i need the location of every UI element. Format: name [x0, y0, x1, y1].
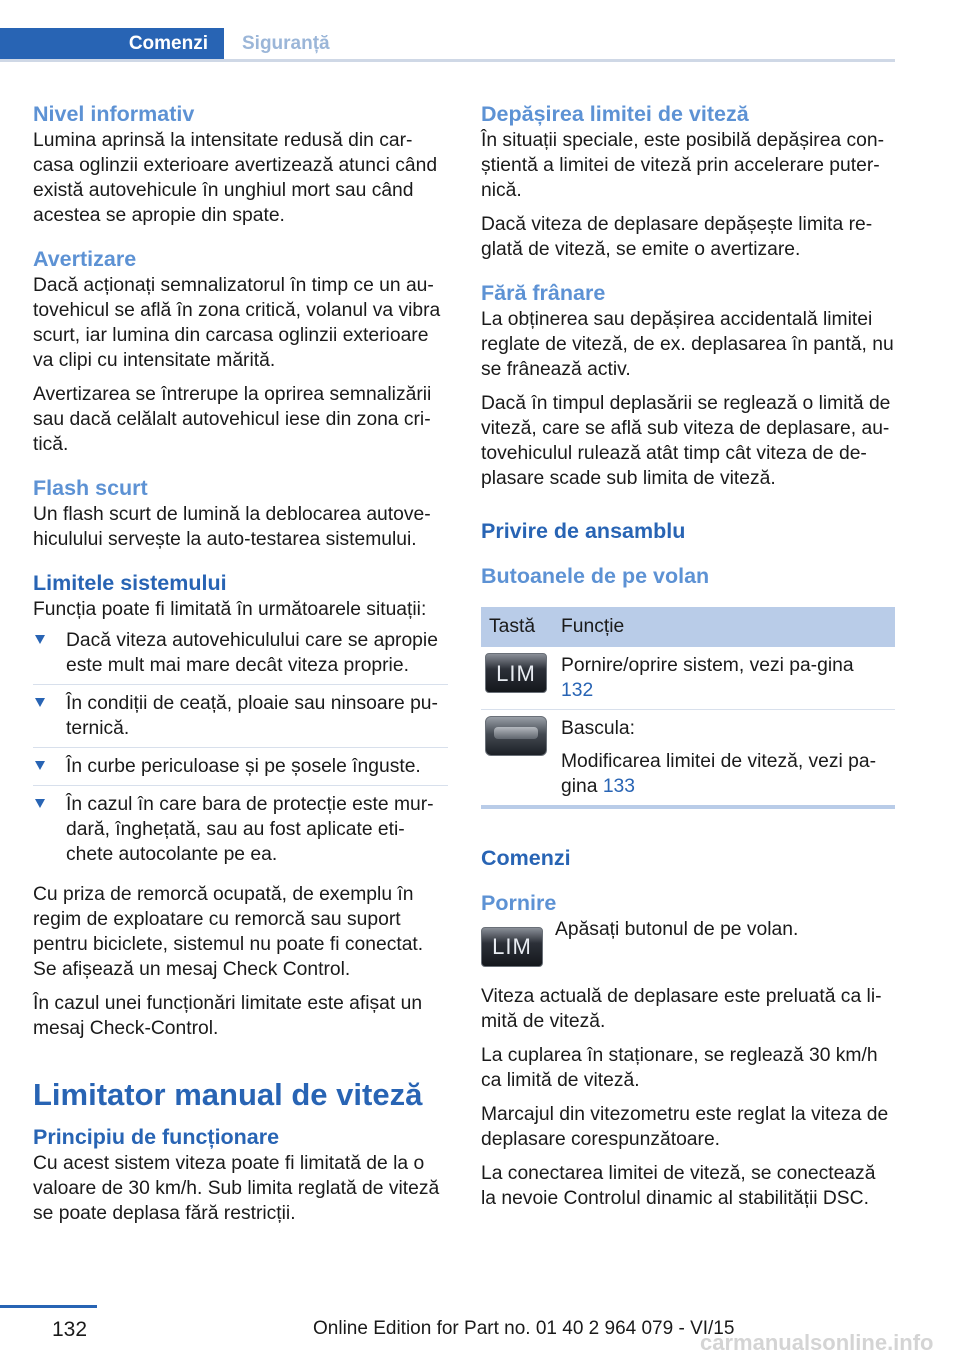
table-header-functie: Funcție — [553, 607, 895, 647]
page-link[interactable]: 132 — [561, 680, 594, 701]
section-title-butoane: Butoanele de pe volan — [481, 564, 710, 588]
pornire-block — [481, 917, 895, 967]
section-title-principiu: Principiu de funcționare — [33, 1125, 280, 1149]
section-title-limite: Limitele sistemului — [33, 571, 227, 595]
tab-comenzi[interactable]: Comenzi — [0, 28, 224, 62]
list-item: În condiții de ceață, ploaie sau ninsoare pu-ternică. — [33, 685, 448, 748]
paragraph-flash: Un flash scurt de lumină la deblocarea autove-hiculului servește la auto-testarea sistemului. — [33, 504, 431, 550]
triangle-bullet-icon — [35, 761, 45, 770]
page-number: 132 — [52, 1318, 88, 1341]
paragraph-viteza-3: Marcajul din vitezometru este reglat la viteza de deplasare corespunzătoare. — [481, 1104, 889, 1150]
list-item: În cazul în care bara de protecție este mur-dară, înghețată, sau au fost aplicate eti-chete autocolante pe ea. — [33, 786, 448, 873]
paragraph-frana-1: La obținerea sau depășirea accidentală limitei reglate de viteză, de ex. deplasarea în pantă, nu se frânează activ. — [481, 309, 894, 380]
section-title-nivel: Nivel informativ — [33, 102, 195, 126]
table-row — [481, 647, 895, 710]
section-title-pornire: Pornire — [481, 891, 557, 915]
paragraph-depasire-2: Dacă viteza de deplasare depășește limita re-glată de viteză, se emite o avertizare. — [481, 214, 873, 260]
paragraph-avertizare-1: Dacă acționați semnalizatorul în timp ce un au-tovehicul se află în zona critică, volanul va vibra scurt, iar lumina din carcasa oglinzii exterioare va clipi cu intensitate mărită. — [33, 275, 441, 371]
paragraph-frana-2: Dacă în timpul deplasării se reglează o limită de viteză, care se află sub viteza de deplasare, au-tovehiculul rulează atât timp cât viteza de de-plasare scade sub limita de viteză. — [481, 393, 891, 489]
tab-divider — [0, 59, 895, 62]
paragraph-pornire: Apăsați butonul de pe volan. — [555, 919, 799, 940]
row-text: Pornire/oprire sistem, vezi pa-gina — [561, 655, 854, 676]
section-title-privire: Privire de ansamblu — [481, 519, 686, 543]
row-text: Modificarea limitei de viteză, vezi pa-gina — [561, 751, 877, 797]
paragraph-viteza-1: Viteza actuală de deplasare este preluată ca li-mită de viteză. — [481, 986, 882, 1032]
paragraph-limite-1: Cu priza de remorcă ocupată, de exemplu în regim de exploatare cu remorcă sau suport pentru biciclete, sistemul nu poate fi conectat. Se afișează un mesaj Check Control. — [33, 884, 424, 980]
right-column — [481, 100, 895, 1211]
paragraph-limite-2: În cazul unei funcționări limitate este afișat un mesaj Check-Control. — [33, 993, 423, 1039]
lim-button-icon: LIM — [481, 927, 543, 967]
section-title-frana: Fără frânare — [481, 281, 606, 305]
left-column — [33, 100, 448, 1226]
section-title-comenzi: Comenzi — [481, 846, 571, 870]
section-title-flash: Flash scurt — [33, 476, 148, 500]
table-row — [481, 710, 895, 808]
chapter-title-limitator: Limitator manual de viteză — [33, 1077, 423, 1112]
row-label: Bascula: — [561, 718, 635, 739]
paragraph-nivel: Lumina aprinsă la intensitate redusă din car-casa oglinzii exterioare avertizează atunci când există autovehicule în unghiul mort sau când acestea se apropie din spate. — [33, 130, 438, 226]
triangle-bullet-icon — [35, 698, 45, 707]
paragraph-depasire-1: În situații speciale, este posibilă depășirea con-știentă a limitei de viteză prin accelerare puter-nică. — [481, 130, 884, 201]
footer-rule — [0, 1305, 97, 1308]
section-title-avertizare: Avertizare — [33, 247, 137, 271]
watermark-text: carmanualsonline.info — [700, 1330, 934, 1355]
paragraph-principiu: Cu acest sistem viteza poate fi limitată de la o valoare de 30 km/h. Sub limita reglată de viteză se poate deplasa fără restricții. — [33, 1153, 440, 1224]
triangle-bullet-icon — [35, 799, 45, 808]
triangle-bullet-icon — [35, 635, 45, 644]
list-item: Dacă viteza autovehiculului care se apropie este mult mai mare decât viteza proprie. — [33, 622, 448, 685]
tab-siguranta[interactable]: Siguranță — [242, 33, 330, 54]
paragraph-viteza-4: La conectarea limitei de viteză, se conectează la nevoie Controlul dinamic al stabilității DSC. — [481, 1163, 876, 1209]
paragraph-limite-intro: Funcția poate fi limitată în următoarele situații: — [33, 599, 427, 620]
lim-button-icon: LIM — [485, 653, 547, 693]
edition-text: Online Edition for Part no. 01 40 2 964 079 - VI/15 — [313, 1318, 735, 1339]
paragraph-viteza-2: La cuplarea în staționare, se reglează 30 km/h ca limită de viteză. — [481, 1045, 878, 1091]
list-item: În curbe periculoase și pe șosele înguste. — [33, 748, 448, 786]
paragraph-avertizare-2: Avertizarea se întrerupe la oprirea semnalizării sau dacă celălalt autovehicul iese din zona cri-tică. — [33, 384, 432, 455]
chapter-tabs — [0, 28, 895, 62]
table-header-row — [481, 607, 895, 647]
buttons-table — [481, 607, 895, 809]
table-header-tasta: Tastă — [481, 607, 553, 647]
page-link[interactable]: 133 — [602, 776, 635, 797]
bullet-list — [33, 622, 448, 873]
section-title-depasire: Depășirea limitei de viteză — [481, 102, 749, 126]
rocker-switch-icon — [485, 716, 547, 756]
